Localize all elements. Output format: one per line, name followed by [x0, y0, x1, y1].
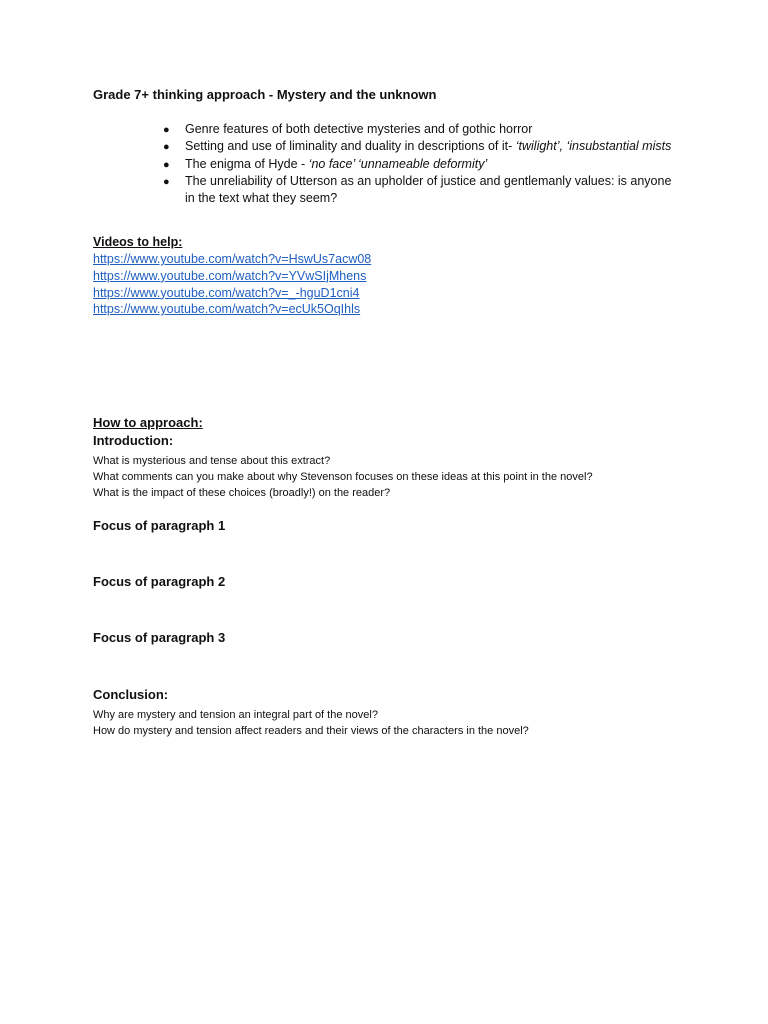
- question-line: What is the impact of these choices (broadly!) on the reader?: [93, 487, 391, 499]
- bullet-icon: ●: [163, 124, 170, 136]
- bullet-item: ● Genre features of both detective mysteries and of gothic horror: [163, 121, 683, 138]
- video-link[interactable]: https://www.youtube.com/watch?v=_-hguD1cni4: [93, 285, 360, 300]
- conclusion-heading: Conclusion:: [93, 687, 169, 702]
- document-title: Grade 7+ thinking approach - Mystery and the unknown: [93, 87, 437, 102]
- question-line: Why are mystery and tension an integral part of the novel?: [93, 709, 378, 721]
- introduction-heading: Introduction:: [93, 433, 174, 448]
- bullet-item: ● Setting and use of liminality and duality in descriptions of it- ‘twilight’, ‘insubstantial mists: [163, 138, 683, 155]
- paragraph-2-heading: Focus of paragraph 2: [93, 574, 226, 589]
- videos-heading: Videos to help:: [93, 235, 183, 249]
- introduction-questions: [93, 453, 593, 501]
- video-link[interactable]: https://www.youtube.com/watch?v=ecUk5OqIhls: [93, 302, 361, 317]
- video-link[interactable]: https://www.youtube.com/watch?v=YVwSIjMhens: [93, 268, 367, 283]
- video-link[interactable]: https://www.youtube.com/watch?v=HswUs7acw08: [93, 252, 372, 266]
- bullet-item: ● The unreliability of Utterson as an upholder of justice and gentlemanly values: is anyone in the text what they seem?: [163, 173, 672, 206]
- how-to-approach-heading: How to approach:: [93, 415, 203, 430]
- question-line: What is mysterious and tense about this extract?: [93, 455, 331, 467]
- video-links: [93, 251, 371, 318]
- conclusion-questions: [93, 707, 529, 739]
- bullet-icon: ●: [163, 158, 170, 171]
- bullet-icon: ●: [163, 175, 170, 188]
- bullet-icon: ●: [163, 141, 170, 154]
- paragraph-1-heading: Focus of paragraph 1: [93, 518, 226, 533]
- bullet-item: ● The enigma of Hyde - ‘no face’ ‘unnameable deformity’: [163, 156, 683, 173]
- key-points-list: [163, 121, 683, 206]
- question-line: What comments can you make about why Stevenson focuses on these ideas at this point in the novel?: [93, 471, 593, 483]
- paragraph-3-heading: Focus of paragraph 3: [93, 630, 226, 645]
- question-line: How do mystery and tension affect readers and their views of the characters in the novel?: [93, 725, 529, 737]
